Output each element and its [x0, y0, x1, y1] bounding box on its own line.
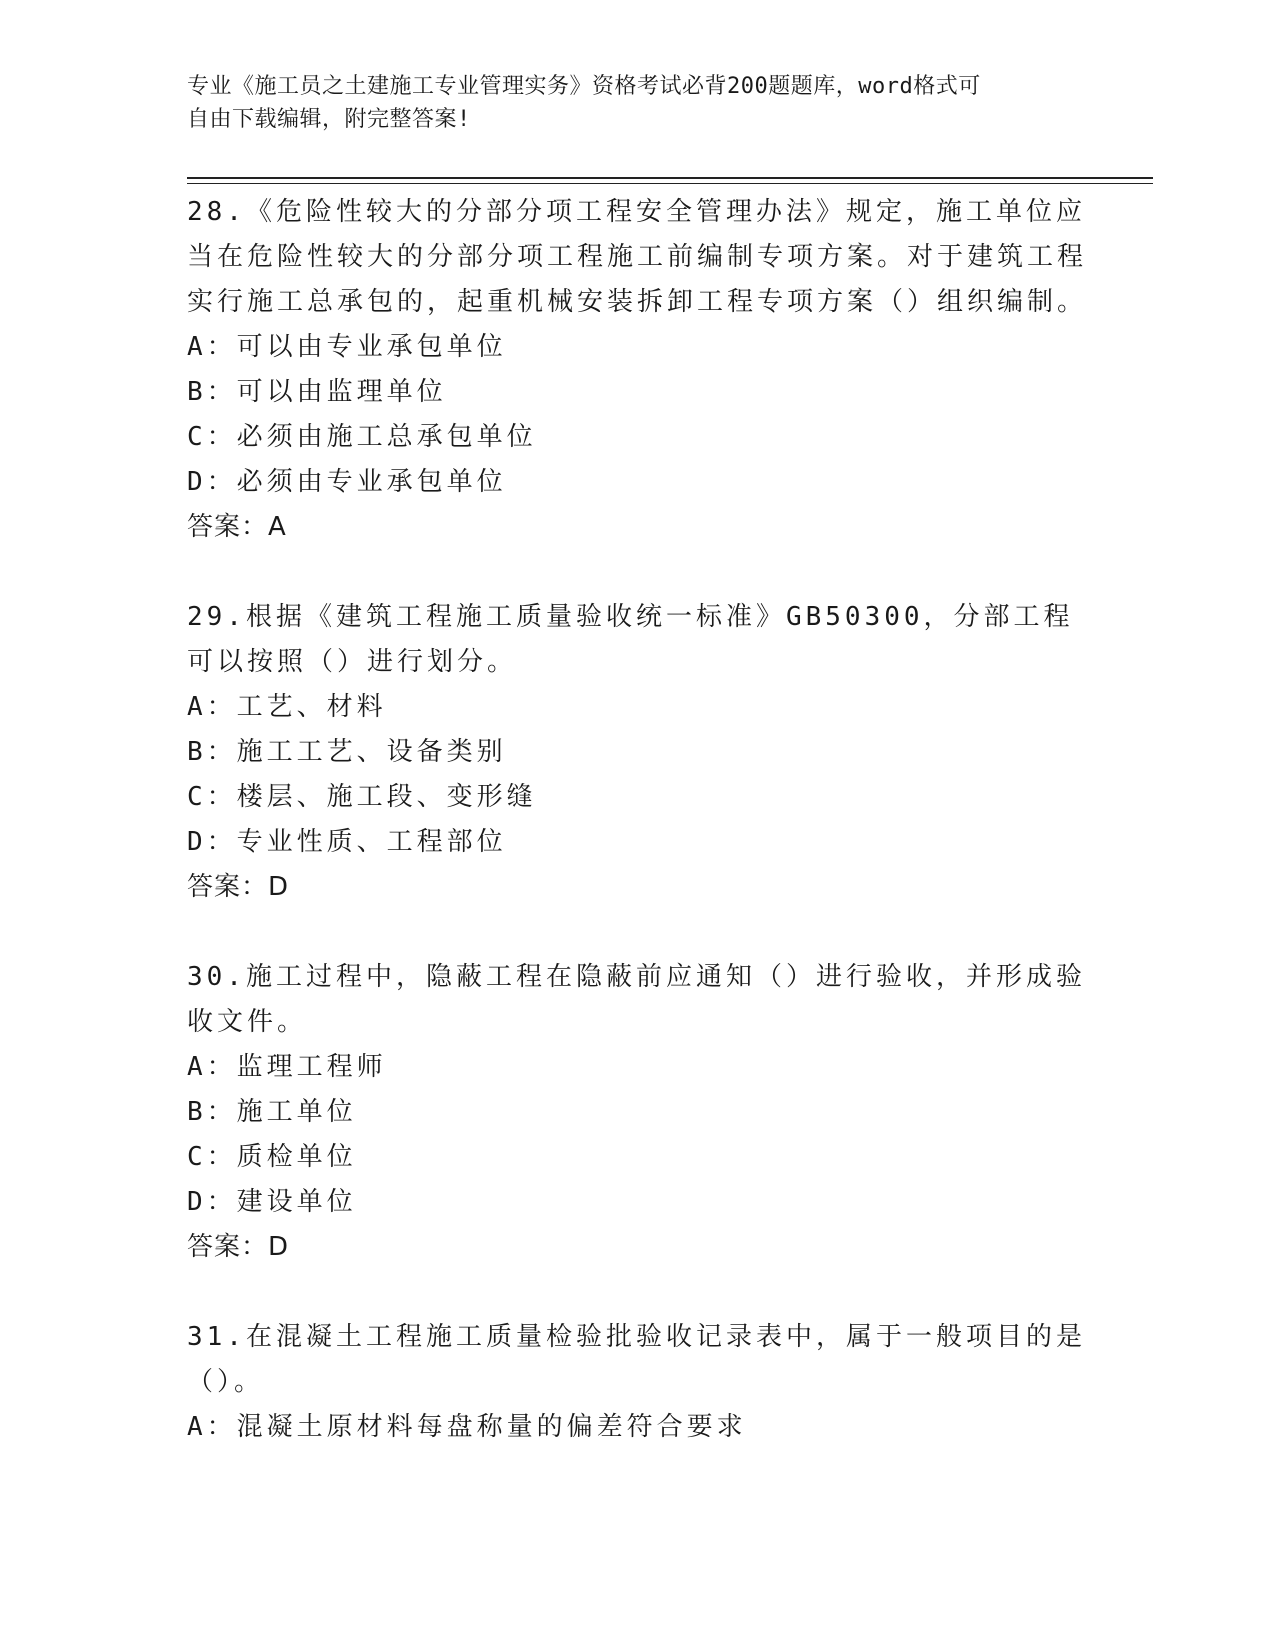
option-d: D：专业性质、工程部位	[187, 827, 507, 857]
option-a: A：混凝土原材料每盘称量的偏差符合要求	[187, 1412, 747, 1442]
option-a: A：监理工程师	[187, 1052, 387, 1082]
header-line-2: 自由下载编辑，附完整答案!	[187, 107, 471, 132]
answer-label: 答案：D	[187, 872, 290, 902]
option-b: B：施工工艺、设备类别	[187, 737, 507, 767]
answer-label: 答案：A	[187, 512, 287, 542]
question-list	[187, 190, 1087, 1495]
question-text: 31.在混凝土工程施工质量检验批验收记录表中，属于一般项目的是（）。	[187, 1322, 1086, 1397]
answer-label: 答案：D	[187, 1232, 290, 1262]
question-text: 29.根据《建筑工程施工质量验收统一标准》GB50300，分部工程可以按照（）进行划分。	[187, 602, 1074, 677]
option-b: B：施工单位	[187, 1097, 357, 1127]
option-d: D：建设单位	[187, 1187, 357, 1217]
question-28	[187, 190, 1087, 550]
option-c: C：必须由施工总承包单位	[187, 422, 537, 452]
header-divider-thick	[187, 177, 1153, 179]
question-text: 28.《危险性较大的分部分项工程安全管理办法》规定，施工单位应当在危险性较大的分部分项工程施工前编制专项方案。对于建筑工程实行施工总承包的，起重机械安装拆卸工程专项方案（）组织编制。	[187, 197, 1088, 317]
option-b: B：可以由监理单位	[187, 377, 447, 407]
option-d: D：必须由专业承包单位	[187, 467, 507, 497]
document-header	[187, 70, 1067, 136]
option-a: A：可以由专业承包单位	[187, 332, 507, 362]
option-c: C：楼层、施工段、变形缝	[187, 782, 537, 812]
question-31	[187, 1315, 1087, 1450]
header-divider-thin	[187, 183, 1153, 184]
question-text: 30.施工过程中，隐蔽工程在隐蔽前应通知（）进行验收，并形成验收文件。	[187, 962, 1086, 1037]
question-30	[187, 955, 1087, 1270]
question-29	[187, 595, 1087, 910]
option-a: A：工艺、材料	[187, 692, 387, 722]
header-line-1: 专业《施工员之土建施工专业管理实务》资格考试必背200题题库，word格式可	[187, 74, 981, 99]
option-c: C：质检单位	[187, 1142, 357, 1172]
